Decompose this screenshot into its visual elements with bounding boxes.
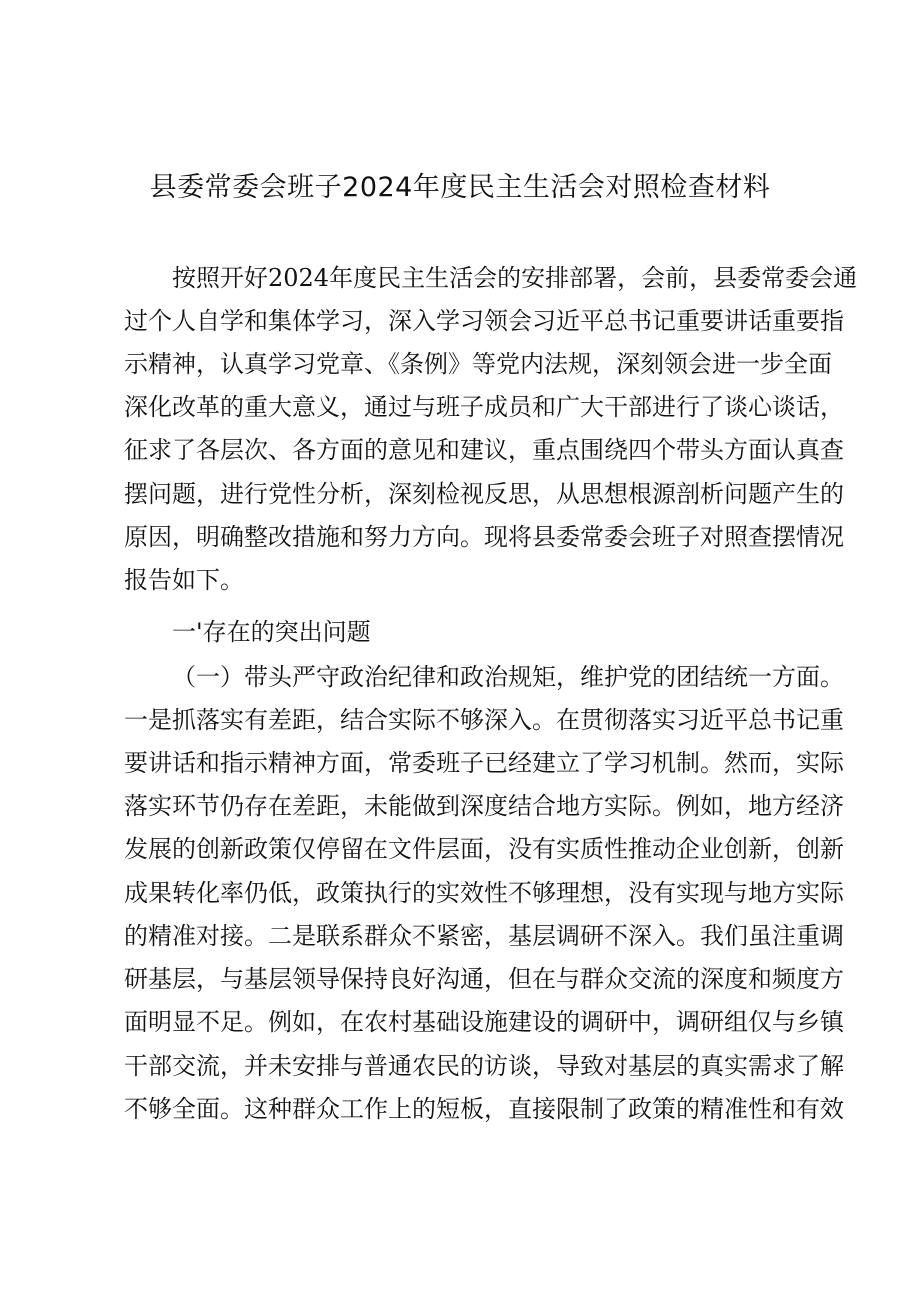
section-line: 面明显不足。例如，在农村基础设施建设的调研中，调研组仅与乡镇 (124, 1008, 844, 1036)
intro-line: 按照开好2024年度民主生活会的安排部署，会前，县委常委会通 (172, 264, 858, 292)
section-line: 研基层，与基层领导保持良好沟通，但在与群众交流的深度和频度方 (124, 965, 844, 993)
intro-line: 深化改革的重大意义，通过与班子成员和广大干部进行了谈心谈话， (124, 393, 844, 421)
section-line: （一）带头严守政治纪律和政治规矩，维护党的团结统一方面。 (172, 663, 844, 691)
intro-line: 摆问题，进行党性分析，深刻检视反思，从思想根源剖析问题产生的 (124, 480, 844, 508)
intro-line: 原因，明确整改措施和努力方向。现将县委常委会班子对照查摆情况 (124, 523, 844, 551)
section-line: 发展的创新政策仅停留在文件层面，没有实质性推动企业创新，创新 (124, 835, 844, 863)
section-line: 一是抓落实有差距，结合实际不够深入。在贯彻落实习近平总书记重 (124, 706, 844, 734)
intro-line: 报告如下。 (124, 566, 244, 594)
section-line: 要讲话和指示精神方面，常委班子已经建立了学习机制。然而，实际 (124, 749, 844, 777)
section-line: 成果转化率仍低，政策执行的实效性不够理想，没有实现与地方实际 (124, 879, 844, 907)
intro-line: 过个人自学和集体学习，深入学习领会习近平总书记重要讲话重要指 (124, 307, 844, 335)
document-title: 县委常委会班子2024年度民主生活会对照检查材料 (149, 172, 771, 203)
intro-line: 征求了各层次、各方面的意见和建议，重点围绕四个带头方面认真查 (124, 436, 844, 464)
section-line: 的精准对接。二是联系群众不紧密，基层调研不深入。我们虽注重调 (124, 922, 844, 950)
intro-line: 示精神，认真学习党章、《条例》等党内法规，深刻领会进一步全面 (124, 350, 832, 378)
section-line: 干部交流，并未安排与普通农民的访谈，导致对基层的真实需求了解 (124, 1052, 844, 1080)
section-line: 不够全面。这种群众工作上的短板，直接限制了政策的精准性和有效 (124, 1095, 844, 1123)
section-line: 落实环节仍存在差距，未能做到深度结合地方实际。例如，地方经济 (124, 792, 844, 820)
section-heading: 一'存在的突出问题 (172, 618, 371, 646)
